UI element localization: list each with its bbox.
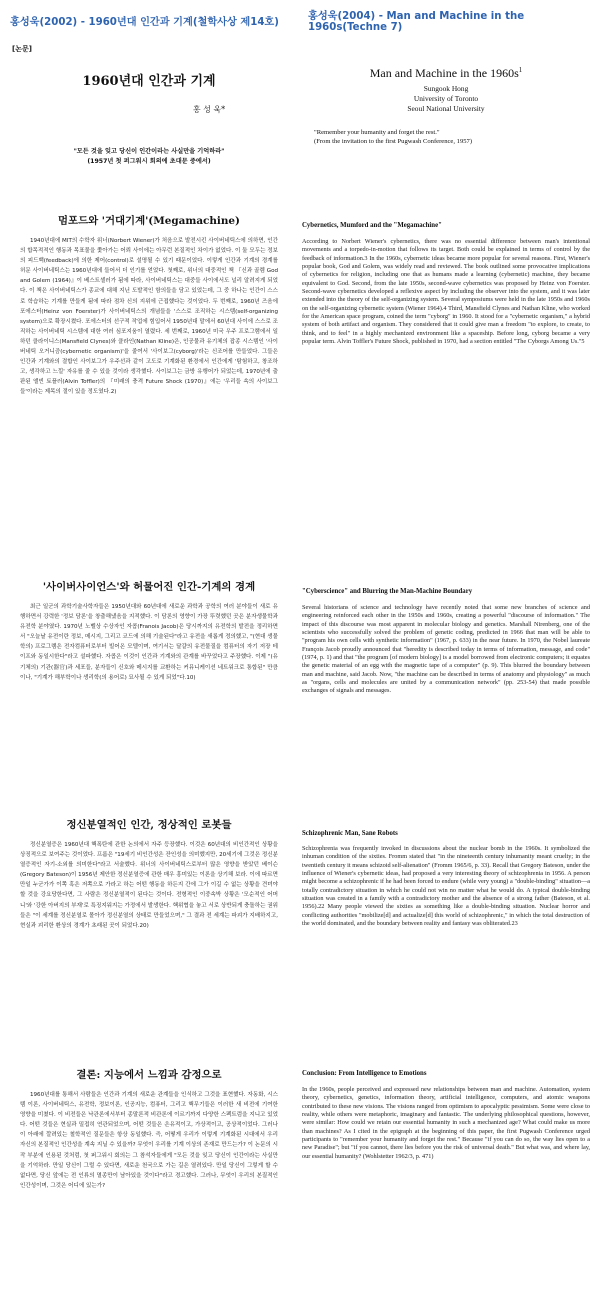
left-section-heading-2: '사이버사이언스'와 허물어진 인간-기계의 경계 <box>42 581 256 593</box>
right-epigraph <box>314 128 584 146</box>
left-section-body-4: 1960년대를 통해서 사람들은 인간과 기계의 새로운 관계들을 인식하고 그것을 표현했다. 자동화, 시스템 이론, 사이버네틱스, 유전학, 정보이론, 인공지능, 컴퓨터, 그리고 핵무기들은 이러한 새 비전에 기여한 영향을 미쳤다. 이 비전들은 낙관론에서부터 종말론적 비관론에 이르기까지 다양한 스펙트럼을 지니고 있었다. 어떤 것들은 현실과 밀접히 연관되었으며, 어떤 것들은 은유적이고, 가상적이고, 공상적이었다. 그러나 이 아래에 깔려있는 철학적인 질문들은 항상 동일했다. 즉, 어떻게 우리가 이렇게 기계화된 시대에서 우리 자신의 본질적인 인간성을 계속 지닐 수 있을까? 무엇이 우리를 기계 이상의 존재로 만드는가? 이 논문의 시작 부분에 인용된 것처럼, 첫 퍼그워시 회의는 그 참석자들에게 "모든 것을 잊고 당신이 인간이라는 사실만을 기억하라. 만일 당신이 그럴 수 있다면, 새로운 천국으로 가는 길은 열려있다. 만일 당신이 그렇게 할 수 없다면, 당신 앞에는 전 인류의 멸종만이 남아있을 것이다"라고 경고했다. 그러나, 무엇이 우리의 본질적인 인간성이며, 그것은 어디에 있는가? <box>20 1092 278 1189</box>
author-affiliation-1: University of Toronto <box>413 94 479 103</box>
right-epigraph-quote: "Remember your humanity and forget the rest." <box>314 129 440 136</box>
left-epigraph-quote: "모든 것을 잊고 당신이 인간이라는 사실만을 기억하라" <box>73 148 225 155</box>
left-paper-title: 1960년대 인간과 기계 <box>82 74 216 89</box>
right-section-heading-2: "Cyberscience" and Blurring the Man-Machine Boundary <box>302 588 473 595</box>
left-section-heading-1: 멈포드와 '거대기계'(Megamachine) <box>58 215 240 227</box>
title-footnote-marker: 1 <box>518 66 523 74</box>
right-paper-author: Sungook Hong <box>423 84 469 93</box>
right-section-heading-4: Conclusion: From Intelligence to Emotions <box>302 1070 427 1077</box>
right-paper-title: Man and Machine in the $1960s^1$ <box>369 66 523 80</box>
right-section-body-1: According to Norbert Wiener's cybernetics, there was no essential difference between man's intentional movements and a torpedo-in-motion that follows its target. Both could be explained in terms of control by the feedback of information.3 In the 1960s, cybernetic ideas became more popular for several reasons. First, Wiener's popular book, God and Golem, was widely read and reviewed. The book outlined some provocative implications of cybernetics for religion, including one that as humans made a learning (cybernetic) machine, they became equivalent to God. Second, from the late 1950s, second-wave cybernetics was proposed by Heinz von Foerster. Second-wave cybernetics developed a reflexive aspect by including the observer into the system, and it was later extended into the theory of the self-organizing system. Several symposiums were held in the late 1950s and 1960s on the self-organizing cybernetic system (Wiener 1964).4 Third, Mansfield Clynes and Nathan Kline, who worked for the American space program, coined the term "cyborg" in 1960. It stood for a "cybernetic organism," a hybrid system of both artifact and organism. They considered that it could give man a freedom "to explore, to create, to think, and to feel" in a highly mechanized environment like a spaceship. Before long, cyborg became a very popular term. Alvin Toffler's Future Shock, published in 1970, had a section entitled "The Cyborgs Among Us."5 <box>302 238 590 346</box>
left-section-body-2: 최근 일군의 과학기술사학자들은 1950년대와 60년대에 새로운 과학과 공학의 여러 분야들이 새로 유행하면서 강력한 '정보 담론'을 창출해냈음을 지적했다. 이 담론의 영향이 가장 뚜렷했던 곳은 분자생물학과 유전학 분야였다. 1970년 노벨상 수상자인 자콥(Franois Jacob)은 당시까지의 유전학의 발전을 정리하면서 "오늘날 유전이란 정보, 메시지, 그리고 코드에 의해 기술된다"라고 유전을 새롭게 정의했고, "(현대 생물학의) 프로그램은 전자컴퓨터로부터 빌어온 모델이며, 여기서는 달걀의 유전물질을 컴퓨터의 자기 저장 테이프와 동일시한다"라고 설파했다. 자콥은 이것이 인간과 기계와의 관계를 바꾸었다고 주장했다. 이제 "(유기체의) 기관(器官)과 세포들, 분자들이 신호와 메시지를 교환하는 커뮤니케이션 네트워크로 통합된" 만큼이나, "기계가 해부학이나 생리학(의 용어로) 묘사될 수 있게 되었"다.10) <box>20 604 278 681</box>
right-section-body-3: Schizophrenia was frequently invoked in discussions about the nuclear bomb in the 1960s. It symbolized the inhuman condition of the sixties. Fromm stated that "in the nineteenth century inhumanity meant cruelty; in the twentieth century it means schizoid self-alienation" (Fromm 1965/6, p. 33). Recall that Gregory Bateson, under the influence of Wiener's cybernetic ideas, had proposed a very interesting theory of schizophrenia in 1956. A person might become a schizophrenic if he had been forced to endure (while very young) a "double-binding" situation—a totally contradictory situation in which he could not win no matter what he would do. A typical double-binding situation was created in a family with a contradictory mother and the absence of a strong father (Bateson, et al. 1956).22 Many people viewed the sixties as something like a double-binding situation. Nuclear horror and conflicting authorities "mobilize[d] and actualize[d] this world of schizophrenic," in which the total destruction of the world dominated, and the boundary between reality and fantasy was obliterated.23 <box>302 845 590 928</box>
author-affiliation-2: Seoul National University <box>407 104 485 113</box>
right-paper-citation-header: 홍성욱(2004) - Man and Machine in the 1960s(Techne 7) <box>308 11 525 33</box>
right-section-body-4: In the 1960s, people perceived and expressed new relationships between man and machine. Automation, system theory, cybernetics, genetics, information theory, artificial intelligence, computers, and atomic weapons contributed to these new visions. The visions ranged from optimism to apocalyptic pessimism. Some were close to reality, while others were metaphoric, imaginary and fantastic. The underlying philosophical questions, however, were similar: How could we retain our essential humanity in such a mechanized age? What could make us more than machines? As I cited in the epigraph at the beginning of this paper, the first Pugwash Conference urged participants to "remember your humanity and forget the rest." Because "if you can do so, the way lies open to a new Paradise"; but "if you cannot, there lies before you the risk of universal death." But what was, and where lay, our essential humanity? (Wohlstetter 1962/3, p. 471) <box>302 1086 590 1160</box>
article-type-tag: [논문] <box>12 45 32 53</box>
left-section-heading-4: 결론: 지능에서 느낌과 감정으로 <box>76 1069 222 1081</box>
left-epigraph-source: (1957년 첫 퍼그워시 회의에 초대문 중에서) <box>87 158 211 165</box>
left-section-body-1: 1940년대에 MIT의 수학자 위너(Norbert Wiener)가 처음으로 발전시킨 사이버네틱스에 의하면, 인간의 합목적적인 행동과 목표물을 쫓아가는 어뢰 사이에는 아무런 본질적인 차이가 없었다. 이 둘 모두는 정보의 피드백(feedback)에 의한 제어(control)로 설명될 수 있기 때문이었다. 이렇게 인간과 기계의 경계를 허문 사이버네틱스는 1960년대에 들어서 더 인기를 얻었다. 첫째로, 위너의 대중적인 책 『신과 골렘 God and Golem (1964)』이 베스트셀러가 됨에 따라, 사이버네틱스는 대중들 사이에서도 널리 알려지게 되었다. 이 책은 사이버네틱스가 종교에 대해 지닌 도발적인 함의들을 담고 있었는데, 그 중 하나는 인간이 스스로 학습하는 기계를 만들게 됨에 따라 점차 신의 지위에 근접했다는 것이었다. 두 번째로, 1960년 즈음에 포에스터(Heinz von Foerster)가 사이버네틱스의 개념들을 '스스로 조직하는 시스템(self-organizing system)으로 확장시켰다. 포에스터의 선구적 작업에 힘입어서 1950년대 말에서 60년대 사이에 스스로 조직하는 사이버네틱 시스템에 대한 여러 심포지움이 열렸다. 세 번째로, 1960년 미국 우주 프로그램에서 일하던 클라이니스(Mansfield Clynes)와 클라인(Nathan Kline)은, 인공물과 유기체의 잡종 시스템인 '사이버네틱 오거니즘(cybernetic organism)'을 줄여서 '사이보그(cyborg)'라는 신조어를 만들었다. 그들은 인간과 기계와의 결합인 사이보그가 우주선과 같이 고도로 기계화된 환경에서 인간에게 '탐험하고, 창조하고, 생각하고 느낄' 자유를 줄 수 있을 것이라 생각했다. 사이보그는 금방 유행어가 되었는데, 1970년에 출판된 앨빈 토플러(Alvin Toffler)의 『미래의 충격 Future Shock (1970)』에는 '우리들 속의 사이보그들'이라는 제목의 절이 있을 정도였다.2) <box>20 238 278 396</box>
left-paper-author: 홍 성 욱* <box>192 105 226 114</box>
right-section-heading-3: Schizophrenic Man, Sane Robots <box>302 830 398 837</box>
right-epigraph-source: (From the invitation to the first Pugwash Conference, 1957) <box>314 138 473 145</box>
right-section-heading-1: Cybernetics, Mumford and the "Megamachine" <box>302 222 442 229</box>
right-section-body-2: Several historians of science and technology have recently noted that some new branches of science and engineering reinforced each other in the 1950s and 1960s, creating a powerful "discourse of information." The impact of this discourse was most apparent in molecular biology and genetics. Marshall Nirenberg, one of the scientists who successfully solved the problem of genetic coding, predicted in 1966 that man will be able to "program his own cells with synthetic information" (1967, p. 633) in the near future. In 1970, the Nobel laureate François Jacob proudly announced that "heredity is described today in terms of information, message, and code" (1974, p. 1) and that "the program [of modern biology] is a model borrowed from electronic computers; it equates the genetic material of an egg with the magnetic tape of a computer" (p. 9). This blurred the boundary between man and machine, said Jacob. Now, "the machine can be described in terms of anatomy and physiology" as much as "organs, cells and molecules are united by a communication network" (pp. 253-54) that made possible exchanges of signals and messages. <box>302 604 590 695</box>
left-paper-citation-header: 홍성욱(2002) - 1960년대 인간과 기계(철학사상 제14호) <box>10 16 279 28</box>
left-section-body-3: 정신분열증은 1960년대 핵폭탄에 관한 논의에서 자주 등장했다. 이것은 60년대의 비인간적인 상황을 상징적으로 보여주는 것이었다. 프롬은 "19세기 비인간성은 잔인성을 의미했지만, 20세기에 그것은 정신분열증적인 자기-소외를 의미한다"라고 서술했다. 위너의 사이버네틱스로부터 많은 영향을 받았던 베이슨(Gregory Bateson)이 1956년 제안한 정신분열증에 관한 매우 흥미있는 이론을 상기해 보라. 이에 따르면 만일 누군가가 이쪽 혹은 저쪽으로 가라고 하는 어떤 행동을 하든지 간에 그가 이길 수 없는 상황을 견뎌야 할 것을 강요당한다면, 그 사람은 정신분열적이 된다는 것이다. 전형적인 이중속박 상황은 '모순적인 어머니'와 '강한 아버지의 부재'로 특징지워지는 가정에서 발생한다. 핵위협을 놓고 서로 상반되게 충돌하는 권위들은 "이 세계를 정신분열로 몰아가 정신분열의 상태로 만들었으며," 그 결과 전 세계는 파괴가 지배하지고, 현실과 괴리한 환상의 경계가 초래된 곳이 되었다.20) <box>20 842 278 929</box>
left-section-heading-3: 정신분열적인 인간, 정상적인 로봇들 <box>66 819 232 831</box>
